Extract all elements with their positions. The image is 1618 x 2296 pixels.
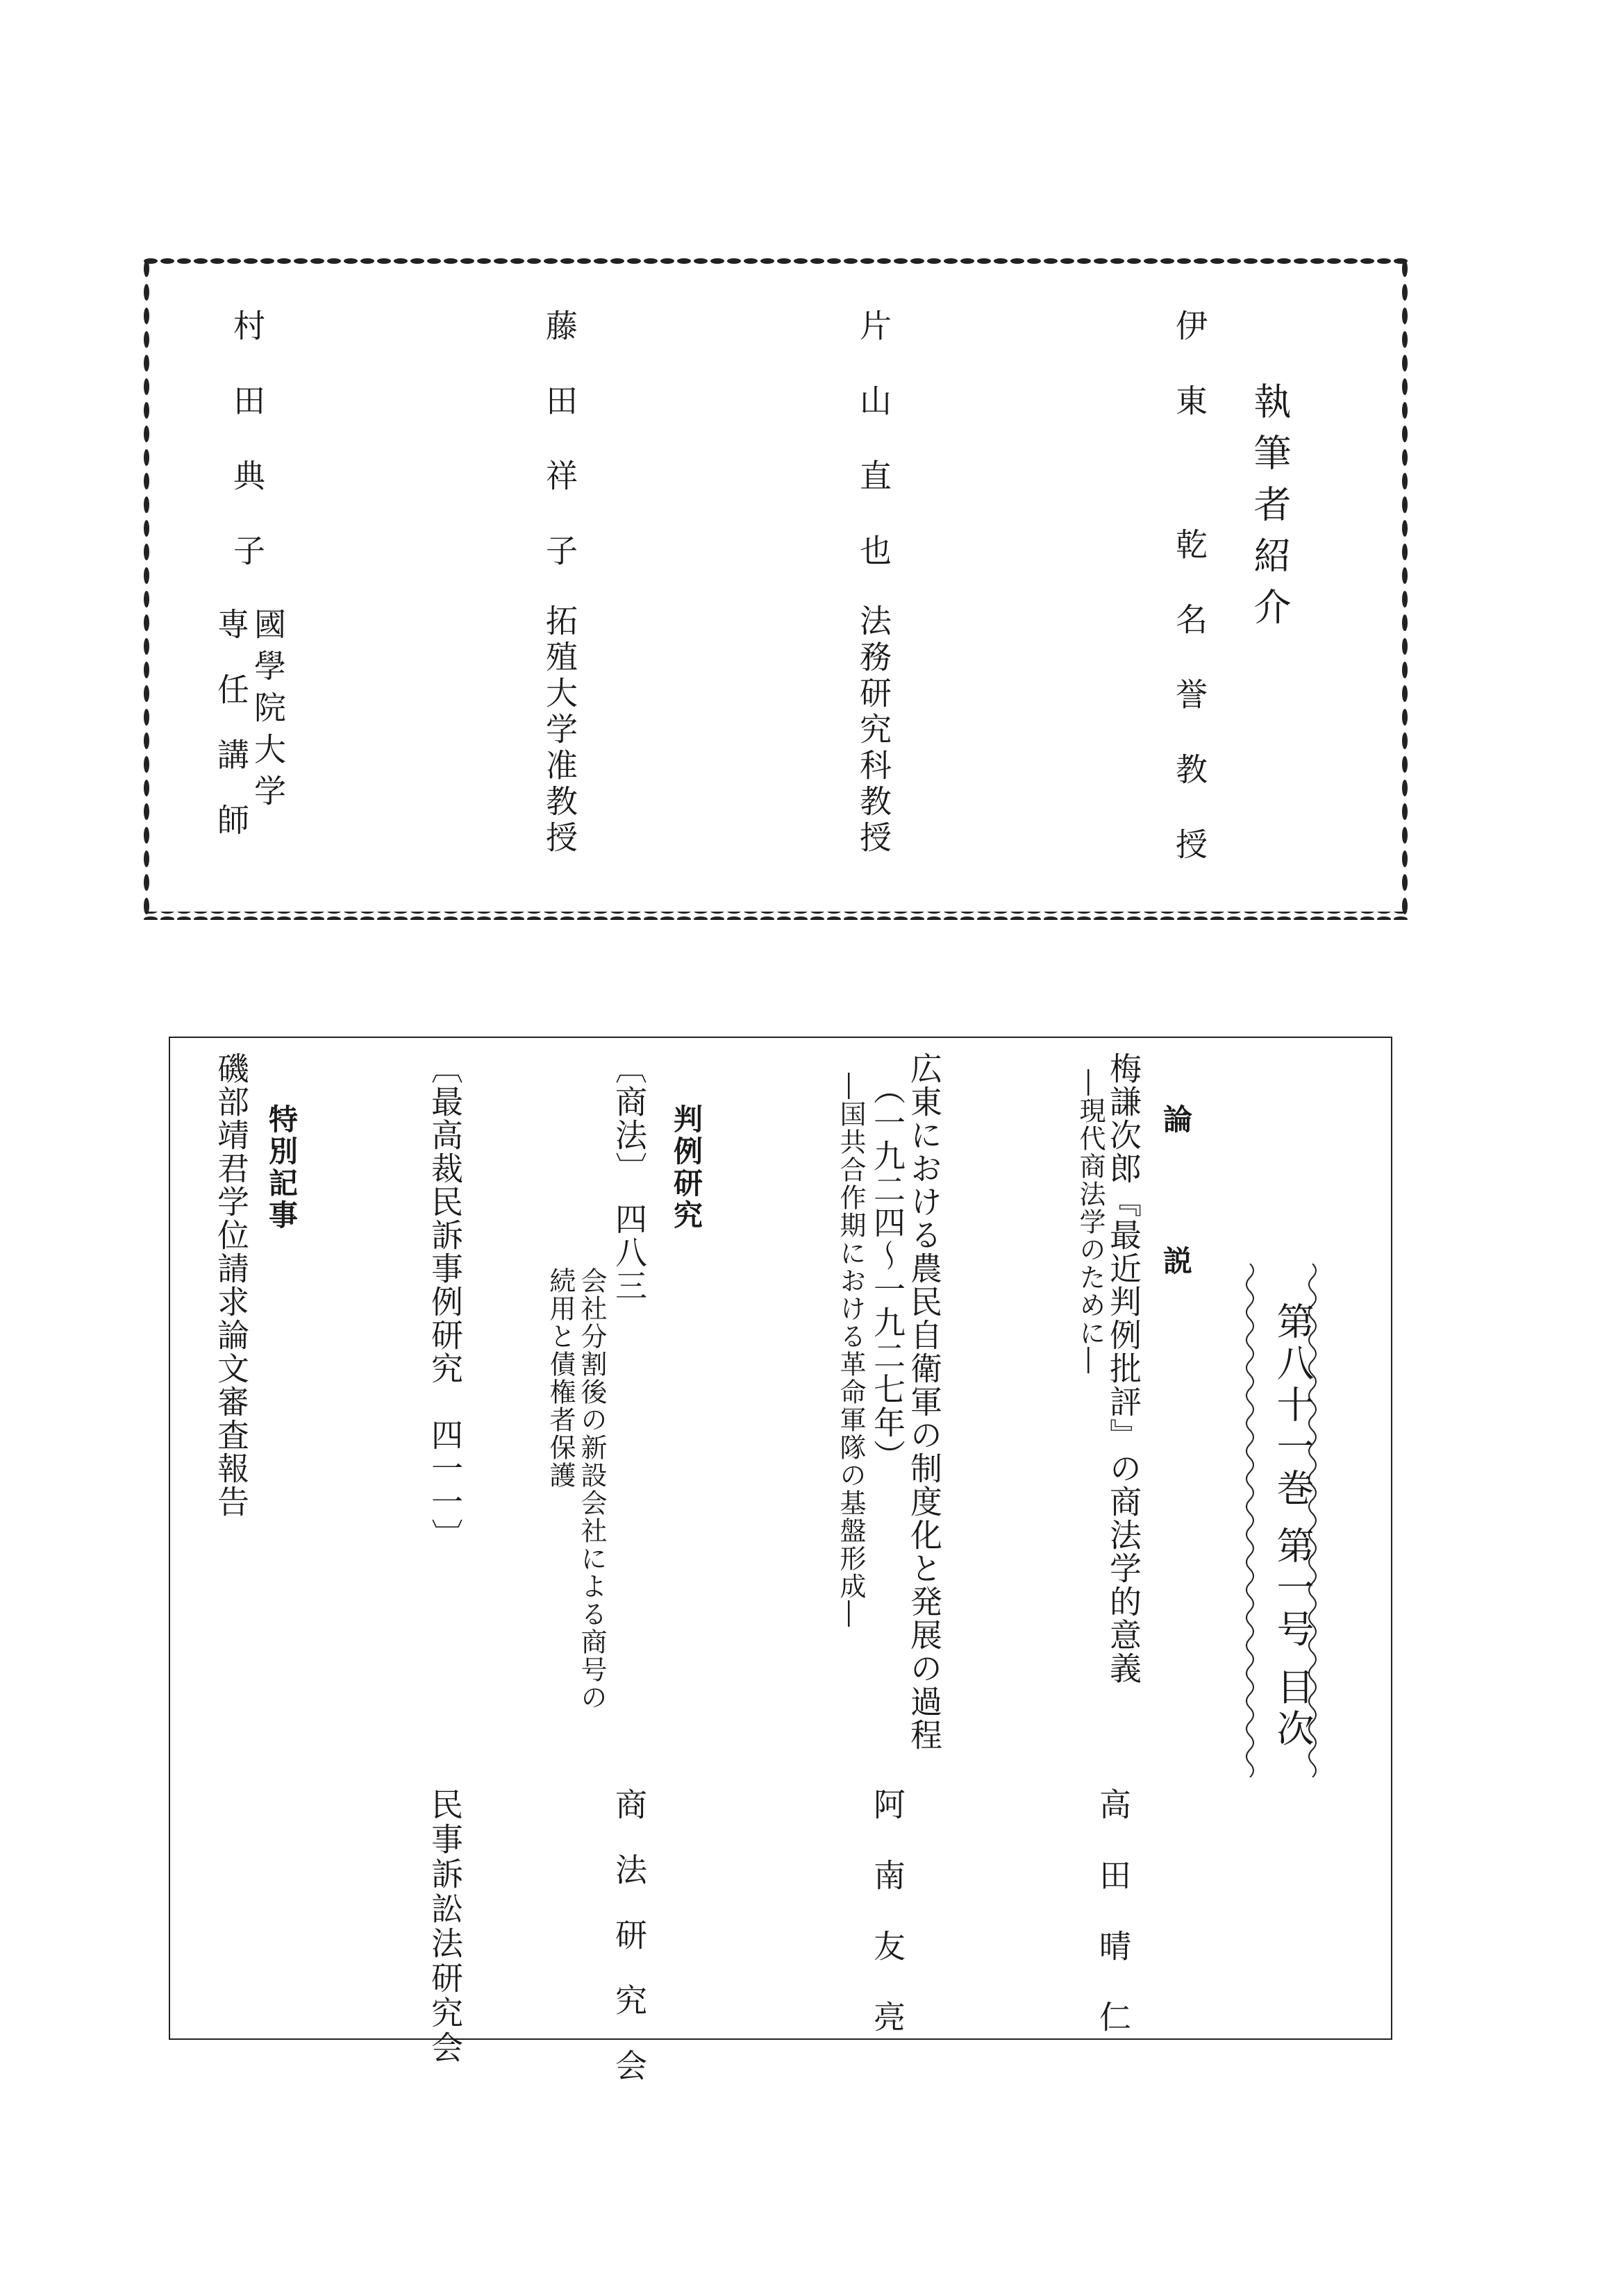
article-title: 〔最高裁民訴事例研究 四一一〕 <box>426 1052 464 1552</box>
article-title: 磯部靖君学位請求論文審査報告 <box>212 1052 250 1518</box>
article-title-line2: （一九二四～一九二七年） <box>869 1073 906 1473</box>
toc-box <box>169 1037 1392 2114</box>
article-subtitle: ―現代商法学のために― <box>1075 1069 1106 1375</box>
authors-section-title: 執筆者紹介 <box>1248 382 1292 639</box>
author-affiliation: 法務研究科教授 <box>855 604 892 857</box>
authors-box <box>142 257 1410 920</box>
decorative-border <box>142 257 1410 920</box>
article-subtitle: ―国共合作期における革命軍隊の基盤形成― <box>835 1073 866 1628</box>
author-name: 伊東 <box>1171 309 1208 459</box>
section-heading: 判例研究 <box>669 1104 703 1232</box>
article-subtitle: 会社分割後の新設会社による商号の <box>576 1267 607 1711</box>
section-heading: 論 説 <box>1159 1104 1193 1316</box>
author-name: 片山直也 <box>855 309 892 609</box>
author-name: 村田典子 <box>228 309 266 609</box>
toc-title: 第八十一巻 第一号 目次 <box>1271 1302 1315 1751</box>
article-author: 高田晴仁 <box>1094 1788 1132 2071</box>
article-subtitle: 続用と債権者保護 <box>545 1267 576 1489</box>
wavy-rule <box>1242 1264 1258 1777</box>
article-title: 〔商法〕 四八三 <box>610 1052 648 1302</box>
article-author: 民事訴訟法研究会 <box>426 1788 464 2065</box>
article-title: 梅謙次郎『最近判例批評』の商法学的意義 <box>1105 1052 1142 1685</box>
article-title: 広東における農民自衛軍の制度化と発展の過程 <box>906 1052 943 1752</box>
author-affiliation: 拓殖大学准教授 <box>541 604 578 857</box>
author-affiliation: 専任講師 <box>212 607 250 869</box>
section-heading: 特別記事 <box>265 1104 299 1232</box>
article-author: 商法研究会 <box>610 1788 648 2114</box>
author-affiliation: 乾名誉教授 <box>1171 528 1208 903</box>
article-author: 阿南友亮 <box>869 1788 906 2071</box>
author-name: 藤田祥子 <box>541 309 578 609</box>
author-affiliation: 國學院大学 <box>249 607 287 816</box>
